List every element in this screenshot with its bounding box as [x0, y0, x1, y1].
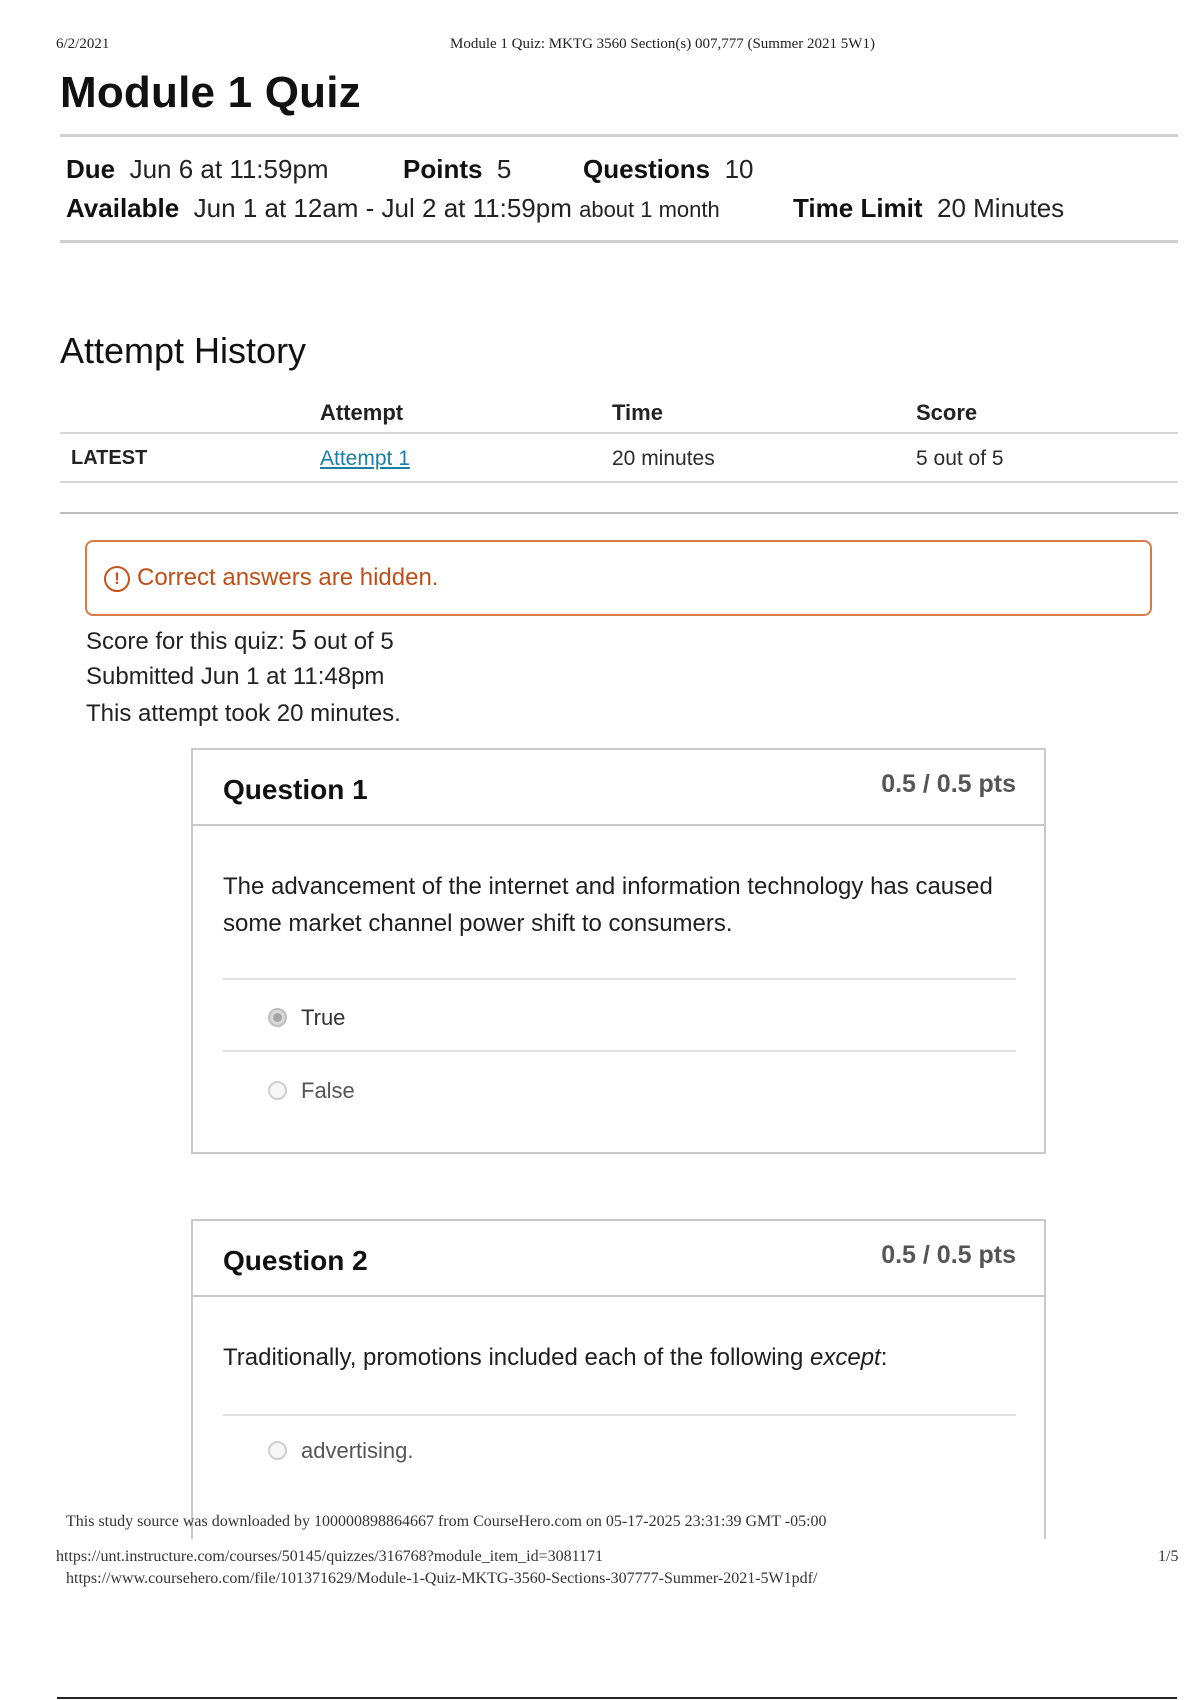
question-points: 0.5 / 0.5 pts — [881, 1241, 1016, 1269]
warning-icon: ! — [104, 566, 130, 592]
attempt-score: 5 out of 5 — [916, 447, 1004, 470]
available-duration: about 1 month — [579, 197, 720, 222]
print-date: 6/2/2021 — [56, 36, 110, 52]
due-value: Jun 6 at 11:59pm — [129, 154, 329, 184]
answer-divider — [223, 1050, 1016, 1052]
submitted-time: Submitted Jun 1 at 11:48pm — [86, 663, 385, 690]
attempt-duration: This attempt took 20 minutes. — [86, 700, 401, 727]
column-header-time: Time — [612, 400, 663, 425]
section-divider — [60, 512, 1178, 514]
table-header-divider — [60, 432, 1178, 434]
score-suffix: out of 5 — [307, 628, 394, 655]
question-text — [223, 1339, 1023, 1376]
attempt-1-link[interactable]: Attempt 1 — [320, 447, 410, 470]
page-title: Module 1 Quiz — [60, 68, 361, 117]
questions-label: Questions — [583, 154, 711, 184]
column-header-attempt: Attempt — [320, 400, 404, 425]
hidden-answers-alert — [85, 540, 1152, 616]
question-text: The advancement of the internet and information technology has caused some market channel power shift to consumers. — [223, 873, 993, 937]
answer-label: True — [301, 1005, 346, 1030]
time-limit-value: 20 Minutes — [937, 193, 1065, 223]
question-header — [193, 750, 1044, 826]
page-number: 1/5 — [1158, 1548, 1179, 1565]
points-value: 5 — [496, 154, 512, 184]
bottom-divider — [57, 1697, 1177, 1699]
questions-count — [583, 154, 754, 185]
question-2-card — [191, 1219, 1046, 1539]
print-page-title: Module 1 Quiz: MKTG 3560 Section(s) 007,777 (Summer 2021 5W1) — [450, 36, 875, 52]
quiz-score — [86, 624, 394, 656]
question-header — [193, 1221, 1044, 1297]
question-text-prefix: Traditionally, promotions included each of the following — [223, 1344, 810, 1371]
points — [403, 154, 511, 185]
canvas-url: https://unt.instructure.com/courses/50145/quizzes/316768?module_item_id=3081171 — [56, 1548, 604, 1565]
attempt-history-title: Attempt History — [60, 330, 307, 371]
answer-label: advertising. — [301, 1438, 414, 1463]
available-label: Available — [66, 193, 180, 223]
alert-text: Correct answers are hidden. — [137, 564, 439, 591]
coursehero-url: https://www.coursehero.com/file/101371629/Module-1-Quiz-MKTG-3560-Sections-307777-Summer-2021-5W1pdf/ — [66, 1570, 818, 1587]
radio-button-advertising[interactable] — [268, 1441, 287, 1460]
points-label: Points — [403, 154, 483, 184]
radio-button-true[interactable] — [268, 1008, 287, 1027]
divider — [60, 240, 1178, 243]
score-value: 5 — [291, 624, 307, 655]
questions-value: 10 — [724, 154, 754, 184]
time-limit — [793, 193, 1064, 224]
column-header-score: Score — [916, 400, 978, 425]
question-points: 0.5 / 0.5 pts — [881, 770, 1016, 798]
question-1-card — [191, 748, 1046, 1154]
due-label: Due — [66, 154, 116, 184]
divider — [60, 134, 1178, 137]
answer-divider — [223, 1414, 1016, 1416]
availability — [66, 193, 720, 224]
time-limit-label: Time Limit — [793, 193, 923, 223]
download-note: This study source was downloaded by 100000898864667 from CourseHero.com on 05-17-2025 23:31:39 GMT -05:00 — [66, 1513, 827, 1530]
question-title: Question 2 — [223, 1245, 368, 1276]
question-text-emphasis: except — [810, 1344, 881, 1371]
available-value: Jun 1 at 12am - Jul 2 at 11:59pm — [193, 193, 572, 223]
attempt-status-badge: LATEST — [71, 447, 148, 469]
table-row-divider — [60, 481, 1178, 483]
answer-divider — [223, 978, 1016, 980]
score-prefix: Score for this quiz: — [86, 628, 292, 655]
radio-button-false[interactable] — [268, 1081, 287, 1100]
due-date — [66, 154, 329, 185]
question-title: Question 1 — [223, 774, 368, 805]
answer-label: False — [301, 1078, 355, 1103]
question-text-suffix: : — [880, 1344, 888, 1371]
attempt-time: 20 minutes — [612, 447, 715, 470]
